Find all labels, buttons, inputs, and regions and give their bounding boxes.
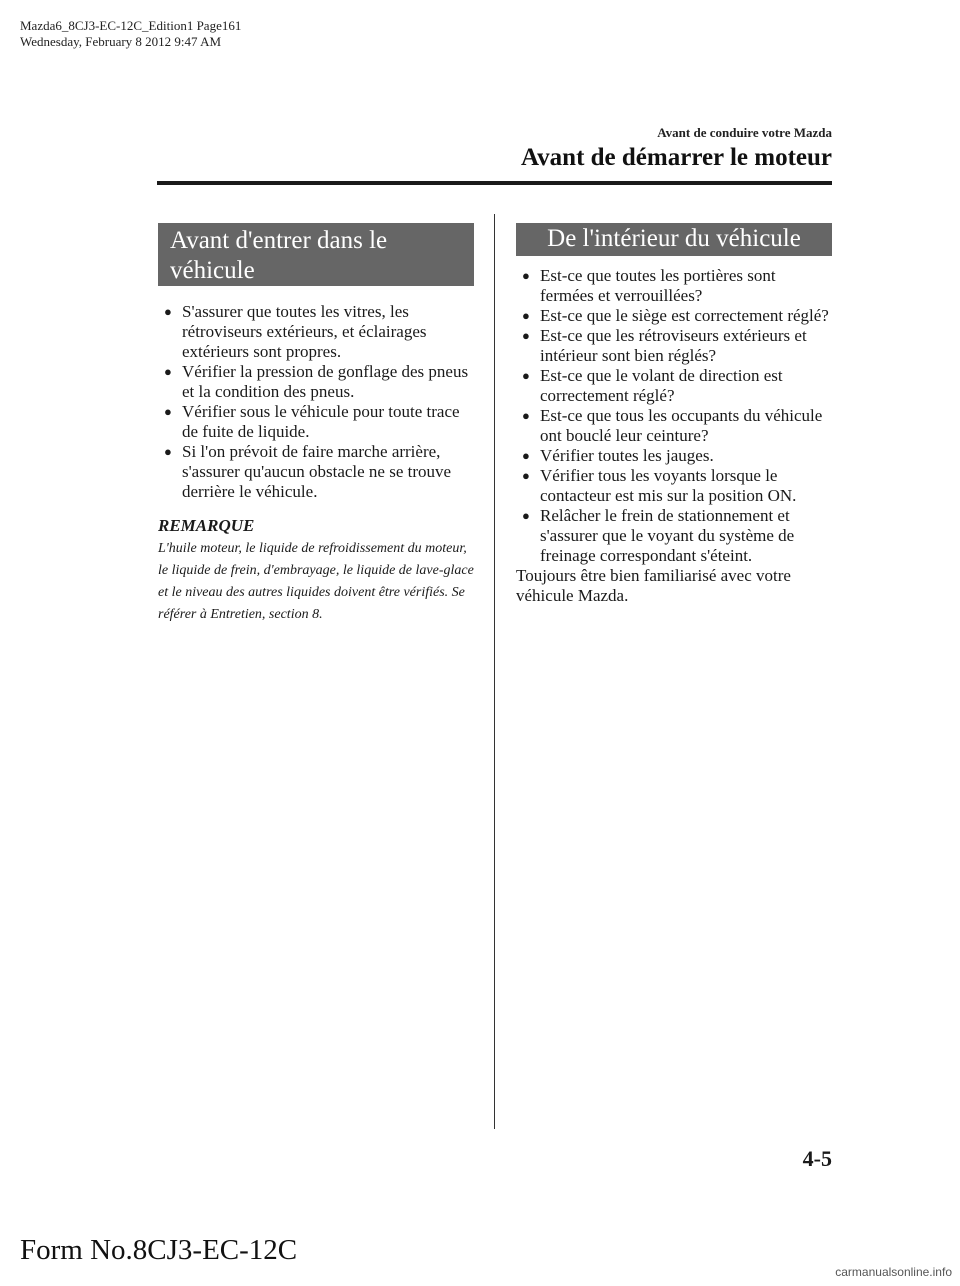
- bullet-icon: ●: [522, 448, 530, 463]
- bullet-text: Vérifier tous les voyants lorsque le contacteur est mis sur la position ON.: [540, 466, 797, 505]
- left-bullet-list: [158, 302, 474, 502]
- bullet-item: [516, 326, 832, 366]
- note-text: L'huile moteur, le liquide de refroidissement du moteur, le liquide de frein, d'embrayage, le liquide de lave-glace et le niveau des autres liquides doivent être vérifiés. Se référer à Entretien, section 8.: [158, 541, 474, 622]
- print-info-file: Mazda6_8CJ3-EC-12C_Edition1 Page161: [20, 18, 242, 33]
- bullet-text: Est-ce que toutes les portières sont fermées et verrouillées?: [540, 266, 776, 305]
- bullet-icon: ●: [522, 408, 530, 423]
- bullet-text: Vérifier toutes les jauges.: [540, 446, 714, 465]
- bullet-icon: ●: [522, 368, 530, 383]
- bullet-item: [516, 446, 832, 466]
- bullet-icon: ●: [522, 328, 530, 343]
- bullet-item: [516, 466, 832, 506]
- print-info: [20, 18, 241, 50]
- bullet-item: [516, 306, 832, 326]
- form-number: Form No.8CJ3-EC-12C: [20, 1234, 298, 1266]
- bullet-icon: ●: [522, 268, 530, 283]
- bullet-item: [158, 442, 474, 502]
- bullet-text: Vérifier la pression de gonflage des pneus et la condition des pneus.: [182, 362, 469, 401]
- bullet-text: Est-ce que le siège est correctement réglé?: [540, 306, 829, 325]
- right-bullet-list: [516, 266, 832, 566]
- bullet-item: [158, 402, 474, 442]
- header-rule: [157, 181, 832, 185]
- column-divider: [494, 214, 495, 1129]
- bullet-item: [516, 366, 832, 406]
- bullet-item: [516, 406, 832, 446]
- watermark[interactable]: carmanualsonline.info: [835, 1265, 952, 1279]
- bullet-icon: ●: [522, 468, 530, 483]
- bullet-text: Si l'on prévoit de faire marche arrière, s'assurer qu'aucun obstacle ne se trouve derrière le véhicule.: [182, 442, 452, 501]
- bullet-item: [158, 302, 474, 362]
- note-title: REMARQUE: [158, 516, 255, 535]
- bullet-icon: ●: [164, 304, 172, 319]
- bullet-text: Est-ce que tous les occupants du véhicule ont bouclé leur ceinture?: [540, 406, 823, 445]
- chapter-title: Avant de démarrer le moteur: [520, 144, 832, 171]
- right-column: [516, 223, 832, 606]
- bullet-text: Vérifier sous le véhicule pour toute trace de fuite de liquide.: [182, 402, 460, 441]
- bullet-text: S'assurer que toutes les vitres, les rétroviseurs extérieurs, et éclairages extérieurs sont propres.: [182, 302, 427, 361]
- bullet-icon: ●: [164, 444, 172, 459]
- left-column: [158, 223, 474, 626]
- left-heading: Avant d'entrer dans le véhicule: [158, 223, 474, 286]
- print-info-date: Wednesday, February 8 2012 9:47 AM: [20, 34, 222, 49]
- bullet-icon: ●: [522, 508, 530, 523]
- page-number: 4-5: [802, 1146, 832, 1171]
- bullet-icon: ●: [164, 404, 172, 419]
- bullet-item: [516, 266, 832, 306]
- closing-text: Toujours être bien familiarisé avec votre véhicule Mazda.: [516, 566, 791, 605]
- bullet-item: [158, 362, 474, 402]
- bullet-text: Est-ce que le volant de direction est correctement réglé?: [540, 366, 783, 405]
- bullet-icon: ●: [164, 364, 172, 379]
- section-title: Avant de conduire votre Mazda: [657, 125, 832, 140]
- bullet-icon: ●: [522, 308, 530, 323]
- bullet-text: Relâcher le frein de stationnement et s'assurer que le voyant du système de freinage correspondant s'éteint.: [540, 506, 795, 565]
- bullet-item: [516, 506, 832, 566]
- right-heading: De l'intérieur du véhicule: [516, 223, 832, 256]
- bullet-text: Est-ce que les rétroviseurs extérieurs et intérieur sont bien réglés?: [540, 326, 807, 365]
